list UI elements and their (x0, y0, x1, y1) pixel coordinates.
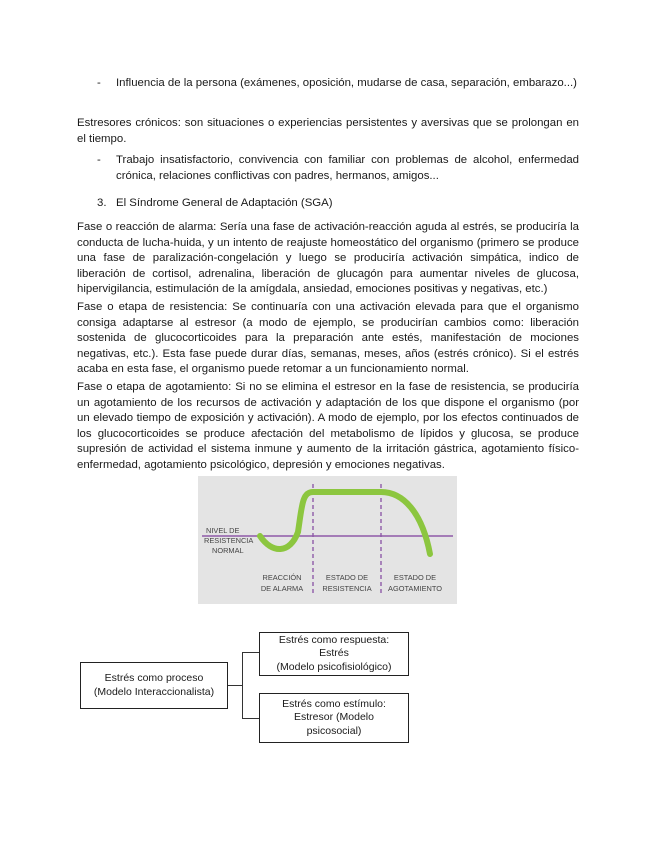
label-resistance-2: RESISTENCIA (322, 584, 372, 593)
list-item-influencia: Influencia de la persona (exámenes, oposición, mudarse de casa, separación, embarazo...) (116, 77, 577, 89)
box-estres-respuesta (259, 632, 409, 676)
box-estres-estimulo (259, 693, 409, 743)
stress-curve (260, 492, 430, 554)
section-title: El Síndrome General de Adaptación (SGA) (116, 197, 333, 209)
label-baseline-3: NORMAL (212, 546, 244, 555)
box-estres-respuesta-line2: (Modelo psicofisiológico) (276, 660, 392, 673)
list-bullet: - (97, 77, 101, 89)
connector-main (228, 685, 242, 686)
box-estres-proceso-line2: (Modelo Interaccionalista) (93, 685, 215, 698)
label-alarm-1: REACCIÓN (262, 573, 302, 582)
box-estres-estimulo-line2: Estresor (Modelo (294, 711, 374, 724)
connector-vertical (242, 652, 243, 718)
paragraph-fase-alarma: Fase o reacción de alarma: Sería una fase de activación-reacción aguda al estrés, se produciría la conducta de lucha-huida, y un intento de reajuste homeostático del organismo (primero se produce una fase de paralización-congelación y luego se produciría activación simpática, indico de liberación de cortisol, adrenalina, liberación de glucagón para aumentar niveles de glucosa, hipervigilancia, estimulación de la amígdala, ansiedad, emociones positivas y negativas, etc.) (77, 221, 579, 295)
box-estres-proceso (80, 662, 228, 709)
paragraph-fase-agotamiento: Fase o etapa de agotamiento: Si no se elimina el estresor en la fase de resistencia, se produciría un agotamiento de los recursos de activación y adaptación de los que dispone el organismo (por un elevado tiempo de exposición y activación). A modo de ejemplo, por los efectos continuados de los glucocorticoides se produce afectación del metabolismo de lípidos y glucosa, se produce supresión de actividad el sistema inmune y aumento de la irritación gástrica, agotamiento físico-enfermedad, agotamiento psicológico, depresión y emociones negativas. (77, 381, 579, 471)
label-alarm-2: DE ALARMA (260, 584, 304, 593)
connector-bottom (242, 718, 259, 719)
box-estres-estimulo-line3: psicosocial) (306, 724, 362, 737)
section-number: 3. (97, 197, 107, 209)
box-estres-respuesta-line1: Estrés como respuesta: Estrés (278, 633, 390, 660)
label-exhaustion-2: AGOTAMIENTO (388, 584, 442, 593)
list-item-trabajo: Trabajo insatisfactorio, convivencia con familiar con problemas de alcohol, enfermedad crónica, relaciones conflictivas con padres, hermanos, amigos... (116, 154, 579, 182)
sga-diagram-svg (198, 476, 457, 604)
box-estres-proceso-line1: Estrés como proceso (104, 672, 204, 684)
sga-figure (198, 476, 457, 604)
paragraph-fase-resistencia: Fase o etapa de resistencia: Se continuaría con una activación elevada para que el organismo consiga adaptarse al estresor (a modo de ejemplo, se producirían cambios como: liberación sostenida de glucocorticoides para la preparación ante estés, manifestación de mociones negativas, etc.). Esta fase puede durar días, semanas, meses, años (estrés crónico). Si el estrés acaba en esta fase, el organismo puede retomar a un funcionamiento normal. (77, 301, 579, 375)
box-estres-estimulo-line1: Estrés como estímulo: (282, 697, 386, 710)
paragraph-estresores-cronicos: Estresores crónicos: son situaciones o experiencias persistentes y aversivas que se prolongan en el tiempo. (77, 117, 579, 145)
connector-top (242, 652, 259, 653)
label-exhaustion-1: ESTADO DE (393, 573, 437, 582)
label-baseline-2: RESISTENCIA (204, 536, 254, 545)
label-resistance-1: ESTADO DE (325, 573, 369, 582)
label-baseline-1: NIVEL DE (206, 526, 240, 535)
list-bullet: - (97, 154, 101, 166)
